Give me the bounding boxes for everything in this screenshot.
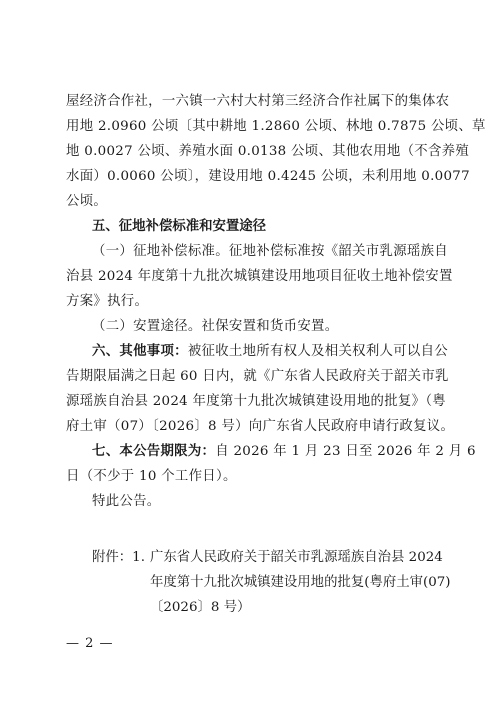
compensation-standard-paragraph — [66, 239, 453, 314]
text-line: （一）征地补偿标准。征地补偿标准按《韶关市乳源瑶族自 — [92, 244, 448, 259]
other-matters-paragraph — [66, 339, 455, 439]
attachment-list — [92, 545, 451, 615]
text-line: （二）安置途径。社保安置和货币安置。 — [92, 319, 339, 334]
text-line — [66, 339, 448, 364]
attachment-line: 〔2026〕8 号） — [150, 600, 251, 615]
resettlement-paragraph — [66, 314, 438, 339]
section-7-text: 自 2026 年 1 月 23 日至 2026 年 2 月 6 — [215, 444, 476, 459]
text-line: 治县 2024 年度第十九批次城镇建设用地项目征收土地补偿安置 — [66, 269, 453, 284]
attachment-label: 附件：1. — [92, 550, 145, 565]
page-number: — 2 — — [66, 636, 114, 651]
text-line: 府土审（07）〔2026〕8 号）向广东省人民政府申请行政复议。 — [66, 419, 455, 434]
section-6-heading: 六、其他事项： — [92, 344, 188, 359]
text-line: 地 0.0027 公顷、养殖水面 0.0138 公顷、其他农用地（不含养殖 — [66, 144, 470, 159]
closing-paragraph — [66, 489, 438, 514]
text-line: 源瑶族自治县 2024 年度第十九批次城镇建设用地的批复》（粤 — [66, 394, 446, 409]
notice-period-paragraph — [66, 439, 476, 489]
text-line: 屋经济合作社，一六镇一六村大村第三经济合作社属下的集体农 — [66, 94, 450, 109]
land-use-paragraph — [66, 89, 486, 214]
section-6-text: 被征收土地所有权人及相关权利人可以自公 — [187, 344, 448, 359]
closing-text: 特此公告。 — [92, 494, 161, 509]
text-line: 公顷。 — [66, 194, 108, 209]
text-line: 方案》执行。 — [66, 294, 149, 309]
text-line: 用地 2.0960 公顷〔其中耕地 1.2860 公顷、林地 0.7875 公顷、草 — [66, 119, 486, 134]
text-line: 告期限届满之日起 60 日内，就《广东省人民政府关于韶关市乳 — [66, 369, 449, 384]
attachment-line: 年度第十九批次城镇建设用地的批复(粤府土审(07) — [150, 575, 451, 590]
text-line: 日（不少于 10 个工作日）。 — [66, 469, 237, 484]
section-7-heading: 七、本公告期限为： — [92, 444, 216, 459]
section-5-heading: 五、征地补偿标准和安置途径 — [92, 219, 267, 234]
text-line: 水面）0.0060 公顷〕，建设用地 0.4245 公顷，未利用地 0.0077 — [66, 169, 470, 184]
text-line — [66, 439, 476, 464]
attachment-line: 广东省人民政府关于韶关市乳源瑶族自治县 2024 — [150, 550, 443, 565]
